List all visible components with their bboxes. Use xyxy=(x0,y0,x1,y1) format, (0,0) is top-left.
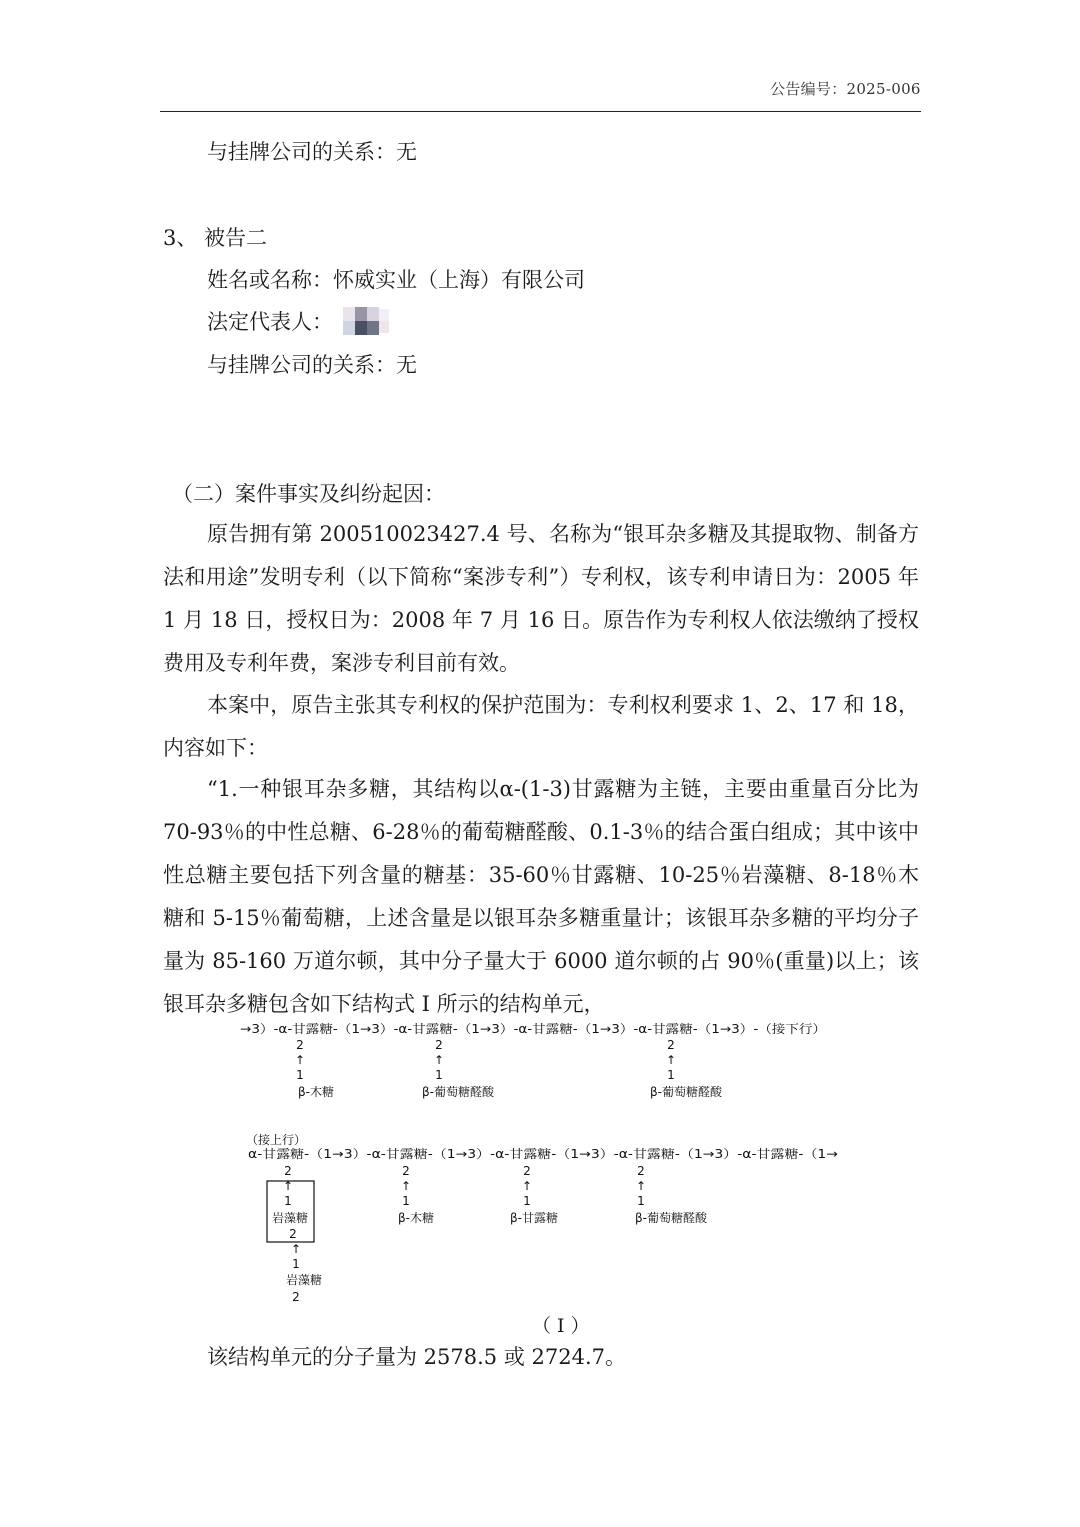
formula-link-num: 1 xyxy=(402,1194,410,1208)
formula-link-num: 1 xyxy=(637,1194,645,1208)
formula-link-num: 2 xyxy=(402,1164,410,1178)
formula-arrow: ↑ xyxy=(294,1053,306,1067)
formula-branch-label: 岩藻糖 xyxy=(271,1211,309,1225)
paragraph-protection-scope: 本案中，原告主张其专利权的保护范围为：专利权利要求 1、2、17 和 18，内容如下： xyxy=(163,693,919,760)
formula-link-num: 1 xyxy=(667,1068,675,1082)
formula-link-num: 2 xyxy=(289,1227,297,1241)
paragraph-patent-info: 原告拥有第 200510023427.4 号、名称为“银耳杂多糖及其提取物、制备方法和用途”发明专利（以下简称“案涉专利”）专利权，该专利申请日为：2005 年 1 月 18 日，授权日为：2008 年 7 月 16 日。原告作为专利权人依法缴纳了授权费用及专利年费，案涉专利目前有效。 xyxy=(163,522,919,675)
formula-link-num: 1 xyxy=(435,1068,443,1082)
formula-arrow: ↑ xyxy=(433,1053,445,1067)
formula-arrow: ↑ xyxy=(665,1053,677,1067)
formula-link-num: 2 xyxy=(523,1164,531,1178)
defendant2-legal-rep-label: 法定代表人： xyxy=(207,310,333,334)
formula-link-num: 1 xyxy=(296,1068,304,1082)
section-heading: （二）案件事实及纠纷起因： xyxy=(172,482,445,506)
formula-arrow: ↑ xyxy=(290,1242,302,1256)
paragraph-claim-1: “1.一种银耳杂多糖，其结构以α-(1-3)甘露糖为主链，主要由重量百分比为 70-93％的中性总糖、6-28％的葡萄糖醛酸、0.1-3％的结合蛋白组成；其中该中性总糖主要包括下列含量的糖基：35-60％甘露糖、10-25％岩藻糖、8-18％木糖和 5-15％葡萄糖，上述含量是以银耳杂多糖重量计；该银耳杂多糖的平均分子量为 85-160 万道尔顿，其中分子量大于 6000 道尔顿的占 90％(重量)以上；该银耳杂多糖包含如下结构式 I 所示的结构单元， xyxy=(163,777,919,1016)
formula-link-num: 2 xyxy=(284,1164,292,1178)
formula-caption: （ I ） xyxy=(532,1315,590,1337)
header-divider xyxy=(160,111,921,112)
formula-link-num: 2 xyxy=(667,1038,675,1052)
defendant1-relation: 与挂牌公司的关系：无 xyxy=(207,140,417,164)
formula-link-num: 2 xyxy=(292,1290,300,1304)
formula-arrow: ↑ xyxy=(282,1179,294,1193)
formula-row2-prefix: （接上行） xyxy=(246,1133,307,1147)
announcement-number: 公告编号：2025-006 xyxy=(770,80,921,98)
formula-branch-label: β-葡萄糖醛酸 xyxy=(635,1211,707,1225)
formula-link-num: 1 xyxy=(292,1257,300,1271)
formula-row1-chain: →3）-α-甘露糖-（1→3）-α-甘露糖-（1→3）-α-甘露糖-（1→3）-α-甘露糖-（1→3）-（接下行） xyxy=(240,1022,759,1036)
formula-branch-label: β-葡萄糖醛酸 xyxy=(650,1085,722,1099)
formula-row2-chain: α-甘露糖-（1→3）-α-甘露糖-（1→3）-α-甘露糖-（1→3）-α-甘露糖-（1→3）-α-甘露糖-（1→ xyxy=(248,1147,756,1161)
formula-link-num: 2 xyxy=(296,1038,304,1052)
defendant2-name: 姓名或名称：怀威实业（上海）有限公司 xyxy=(207,268,585,292)
molecular-weight-line: 该结构单元的分子量为 2578.5 或 2724.7。 xyxy=(207,1345,626,1369)
formula-arrow: ↑ xyxy=(635,1179,647,1193)
formula-arrow: ↑ xyxy=(400,1179,412,1193)
formula-branch-label: β-葡萄糖醛酸 xyxy=(422,1085,494,1099)
formula-link-num: 2 xyxy=(435,1038,443,1052)
formula-branch-label: β-甘露糖 xyxy=(510,1211,558,1225)
defendant2-relation: 与挂牌公司的关系：无 xyxy=(207,353,417,377)
formula-arrow: ↑ xyxy=(521,1179,533,1193)
formula-link-num: 1 xyxy=(284,1194,292,1208)
formula-branch-label: 岩藻糖 xyxy=(285,1273,323,1287)
formula-link-num: 1 xyxy=(523,1194,531,1208)
formula-branch-label: β-木糖 xyxy=(398,1211,434,1225)
formula-branch-label: β-木糖 xyxy=(298,1085,334,1099)
formula-link-num: 2 xyxy=(637,1164,645,1178)
redacted-name-mosaic xyxy=(343,307,389,335)
structural-formula xyxy=(236,1018,846,1308)
defendant2-heading: 3、 被告二 xyxy=(163,226,268,250)
